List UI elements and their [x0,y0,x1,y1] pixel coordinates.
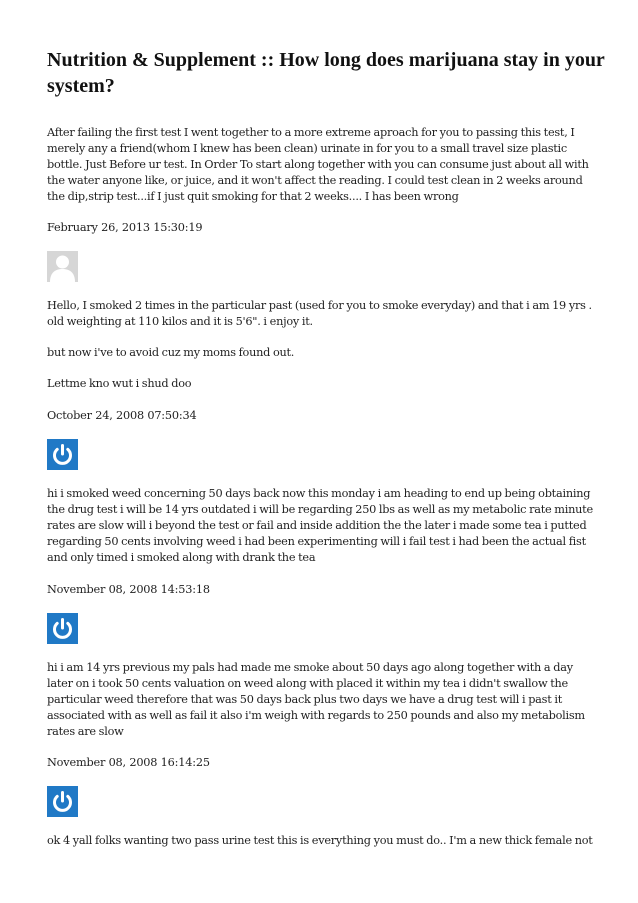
comment-3-date: November 08, 2008 16:14:25 [47,756,210,769]
default-user-avatar-icon [47,251,78,282]
intro-date: February 26, 2013 15:30:19 [47,221,203,234]
page-title: Nutrition & Supplement :: How long does marijuana stay in your system? [47,49,605,97]
comment-1-date: October 24, 2008 07:50:34 [47,409,197,422]
comment-2-date: November 08, 2008 14:53:18 [47,583,210,596]
intro-text: After failing the first test I went together to a more extreme aproach for you to passing this test, I merely any a friend(whom I knew has been clean) urinate in for you to a small travel size plastic bottle. Just Before ur test. In Order To start along together with you can consume just about all with the water anyone like, or juice, and it won't affect the reading. I could test clean in 2 weeks around the dip,strip test...if I just quit smoking for that 2 weeks.... I has been wrong [47,126,589,203]
power-icon-avatar [47,613,78,644]
comment-3-paragraph-1: hi i am 14 yrs previous my pals had made me smoke about 50 days ago along together with a day later on i took 50 cents valuation on weed along with placed it within my tea i didn't swallow the particular weed therefore that was 50 days back plus two days we have a drug test will i past it associated with as well as fail it also i'm weigh with regards to 250 pounds and also my metabolism rates are slow [47,661,585,738]
power-icon-avatar [47,439,78,470]
comment-4-paragraph-1: ok 4 yall folks wanting two pass urine test this is everything you must do.. I'm a new thick female not [47,834,593,847]
power-icon-avatar [47,786,78,817]
comment-1-paragraph-3: Lettme kno wut i shud doo [47,377,192,390]
comment-1-paragraph-1: Hello, I smoked 2 times in the particular past (used for you to smoke everyday) and that i am 19 yrs . old weighting at 110 kilos and it is 5'6". i enjoy it. [47,299,592,328]
comment-2-paragraph-1: hi i smoked weed concerning 50 days back now this monday i am heading to end up being obtaining the drug test i will be 14 yrs outdated i will be regarding 250 lbs as well as my metabolic rate minute rates are slow will i beyond the test or fail and inside addition the the later i made some tea i putted regarding 50 cents involving weed i had been experimenting will i fail test i had been the actual fist and only timed i smoked along with drank the tea [47,487,593,564]
comment-1-paragraph-2: but now i've to avoid cuz my moms found out. [47,346,295,359]
